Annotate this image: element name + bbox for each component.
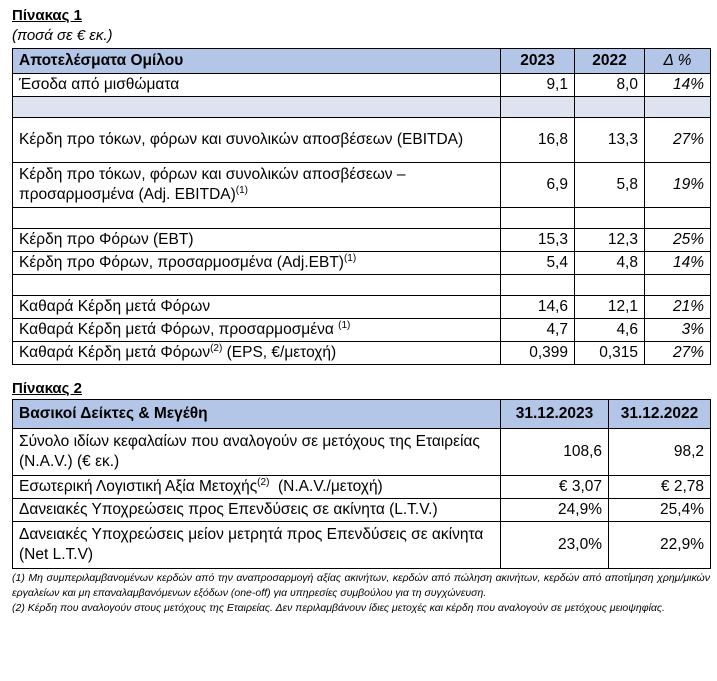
row-label: Καθαρά Κέρδη μετά Φόρων [13, 296, 501, 319]
value-2022: 0,315 [575, 342, 645, 365]
footnotes [12, 571, 710, 616]
value-2023: 6,9 [501, 163, 575, 208]
change-pct: 25% [645, 229, 711, 252]
footnote-ref: (2) [210, 342, 223, 354]
value-2022: 4,8 [575, 252, 645, 275]
row-label: Εσωτερική Λογιστική Αξία Μετοχής [19, 478, 258, 495]
row-label: Καθαρά Κέρδη μετά Φόρων [19, 344, 211, 361]
value-2022: 12,3 [575, 229, 645, 252]
spacer-row [13, 275, 711, 296]
value-2022: 22,9% [609, 522, 711, 569]
column-header: 31.12.2023 [501, 400, 609, 429]
footnote-ref: (1) [338, 319, 351, 331]
value-2023: 15,3 [501, 229, 575, 252]
column-header: 2022 [575, 49, 645, 74]
row-label-cell [13, 319, 501, 342]
results-table [12, 48, 711, 365]
value-2023: 0,399 [501, 342, 575, 365]
column-header: 2023 [501, 49, 575, 74]
row-label: Δανειακές Υποχρεώσεις μείον μετρητά προς Επενδύσεις σε ακίνητα (Net L.T.V) [13, 522, 501, 569]
table-row [13, 499, 711, 522]
row-label: Κέρδη προ Φόρων (EBT) [13, 229, 501, 252]
value-2022: 5,8 [575, 163, 645, 208]
change-pct: 21% [645, 296, 711, 319]
table-header-row [13, 49, 711, 74]
column-header: 31.12.2022 [609, 400, 711, 429]
table1-title: Πίνακας 1 [12, 7, 82, 24]
change-pct: 19% [645, 163, 711, 208]
change-pct: 3% [645, 319, 711, 342]
column-header: Βασικοί Δείκτες & Μεγέθη [13, 400, 501, 429]
value-2023: 23,0% [501, 522, 609, 569]
row-label: Έσοδα από μισθώματα [13, 74, 501, 97]
value-2023: € 3,07 [501, 476, 609, 499]
footnote-ref: (1) [343, 252, 357, 264]
row-label: Σύνολο ιδίων κεφαλαίων που αναλογούν σε μετόχους της Εταιρείας (N.A.V.) (€ εκ.) [13, 429, 501, 476]
spacer-row [13, 208, 711, 229]
table2-title: Πίνακας 2 [12, 380, 82, 397]
value-2022: 12,1 [575, 296, 645, 319]
change-pct: 14% [645, 252, 711, 275]
table-row [13, 522, 711, 569]
row-label-cell [13, 163, 501, 208]
footnote-ref: (1) [235, 184, 249, 196]
table-row [13, 342, 711, 365]
table-row [13, 252, 711, 275]
row-label: Κέρδη προ Φόρων, προσαρμοσμένα (Adj.EBT) [19, 254, 344, 271]
value-2023: 24,9% [501, 499, 609, 522]
table-row [13, 476, 711, 499]
value-2023: 4,7 [501, 319, 575, 342]
document-page [12, 6, 710, 616]
change-pct: 27% [645, 118, 711, 163]
value-2023: 5,4 [501, 252, 575, 275]
footnote-2: (2) Κέρδη που αναλογούν στους μετόχους της Εταιρείας. Δεν περιλαμβάνουν ίδιες μετοχές και κέρδη που αναλογούν σε μετόχους μειοψηφίας. [12, 602, 665, 614]
value-2022: € 2,78 [609, 476, 711, 499]
row-label-suffix: (EPS, €/μετοχή) [222, 344, 337, 361]
table1-subtitle: (ποσά σε € εκ.) [12, 27, 113, 44]
value-2022: 4,6 [575, 319, 645, 342]
value-2023: 9,1 [501, 74, 575, 97]
value-2023: 14,6 [501, 296, 575, 319]
row-label: Δανειακές Υποχρεώσεις προς Επενδύσεις σε ακίνητα (L.T.V.) [13, 499, 501, 522]
row-label-cell [13, 476, 501, 499]
change-pct: 27% [645, 342, 711, 365]
row-label-cell [13, 252, 501, 275]
table-row [13, 319, 711, 342]
footnote-ref: (2) [257, 476, 270, 488]
value-2022: 8,0 [575, 74, 645, 97]
row-label: Κέρδη προ τόκων, φόρων και συνολικών αποσβέσεων (EBITDA) [13, 118, 501, 163]
row-label-cell [13, 342, 501, 365]
row-label-suffix: (N.A.V./μετοχή) [269, 478, 383, 495]
value-2022: 25,4% [609, 499, 711, 522]
row-label: Καθαρά Κέρδη μετά Φόρων, προσαρμοσμένα [19, 321, 339, 338]
table-row [13, 74, 711, 97]
table-row [13, 163, 711, 208]
indicators-table [12, 399, 711, 569]
value-2023: 108,6 [501, 429, 609, 476]
column-header: Δ % [645, 49, 711, 74]
row-label: Κέρδη προ τόκων, φόρων και συνολικών αποσβέσεων – προσαρμοσμένα (Adj. EBITDA) [19, 166, 406, 203]
table-row [13, 296, 711, 319]
value-2022: 13,3 [575, 118, 645, 163]
spacer-row [13, 97, 711, 118]
change-pct: 14% [645, 74, 711, 97]
footnote-1: (1) Μη συμπεριλαμβανομένων κερδών από την αναπροσαρμογή αξίας ακινήτων, κερδών από πώληση ακινήτων, κερδών από αποτίμηση χρημ/μικών εργαλείων και μη επαναλαμβανόμενων εξόδων (one-off) για υπηρεσίες συμβούλου για τη συγχώνευση. [12, 572, 710, 599]
table-row [13, 429, 711, 476]
value-2022: 98,2 [609, 429, 711, 476]
column-header: Αποτελέσματα Ομίλου [13, 49, 501, 74]
table-row [13, 229, 711, 252]
value-2023: 16,8 [501, 118, 575, 163]
table-header-row [13, 400, 711, 429]
table-row [13, 118, 711, 163]
